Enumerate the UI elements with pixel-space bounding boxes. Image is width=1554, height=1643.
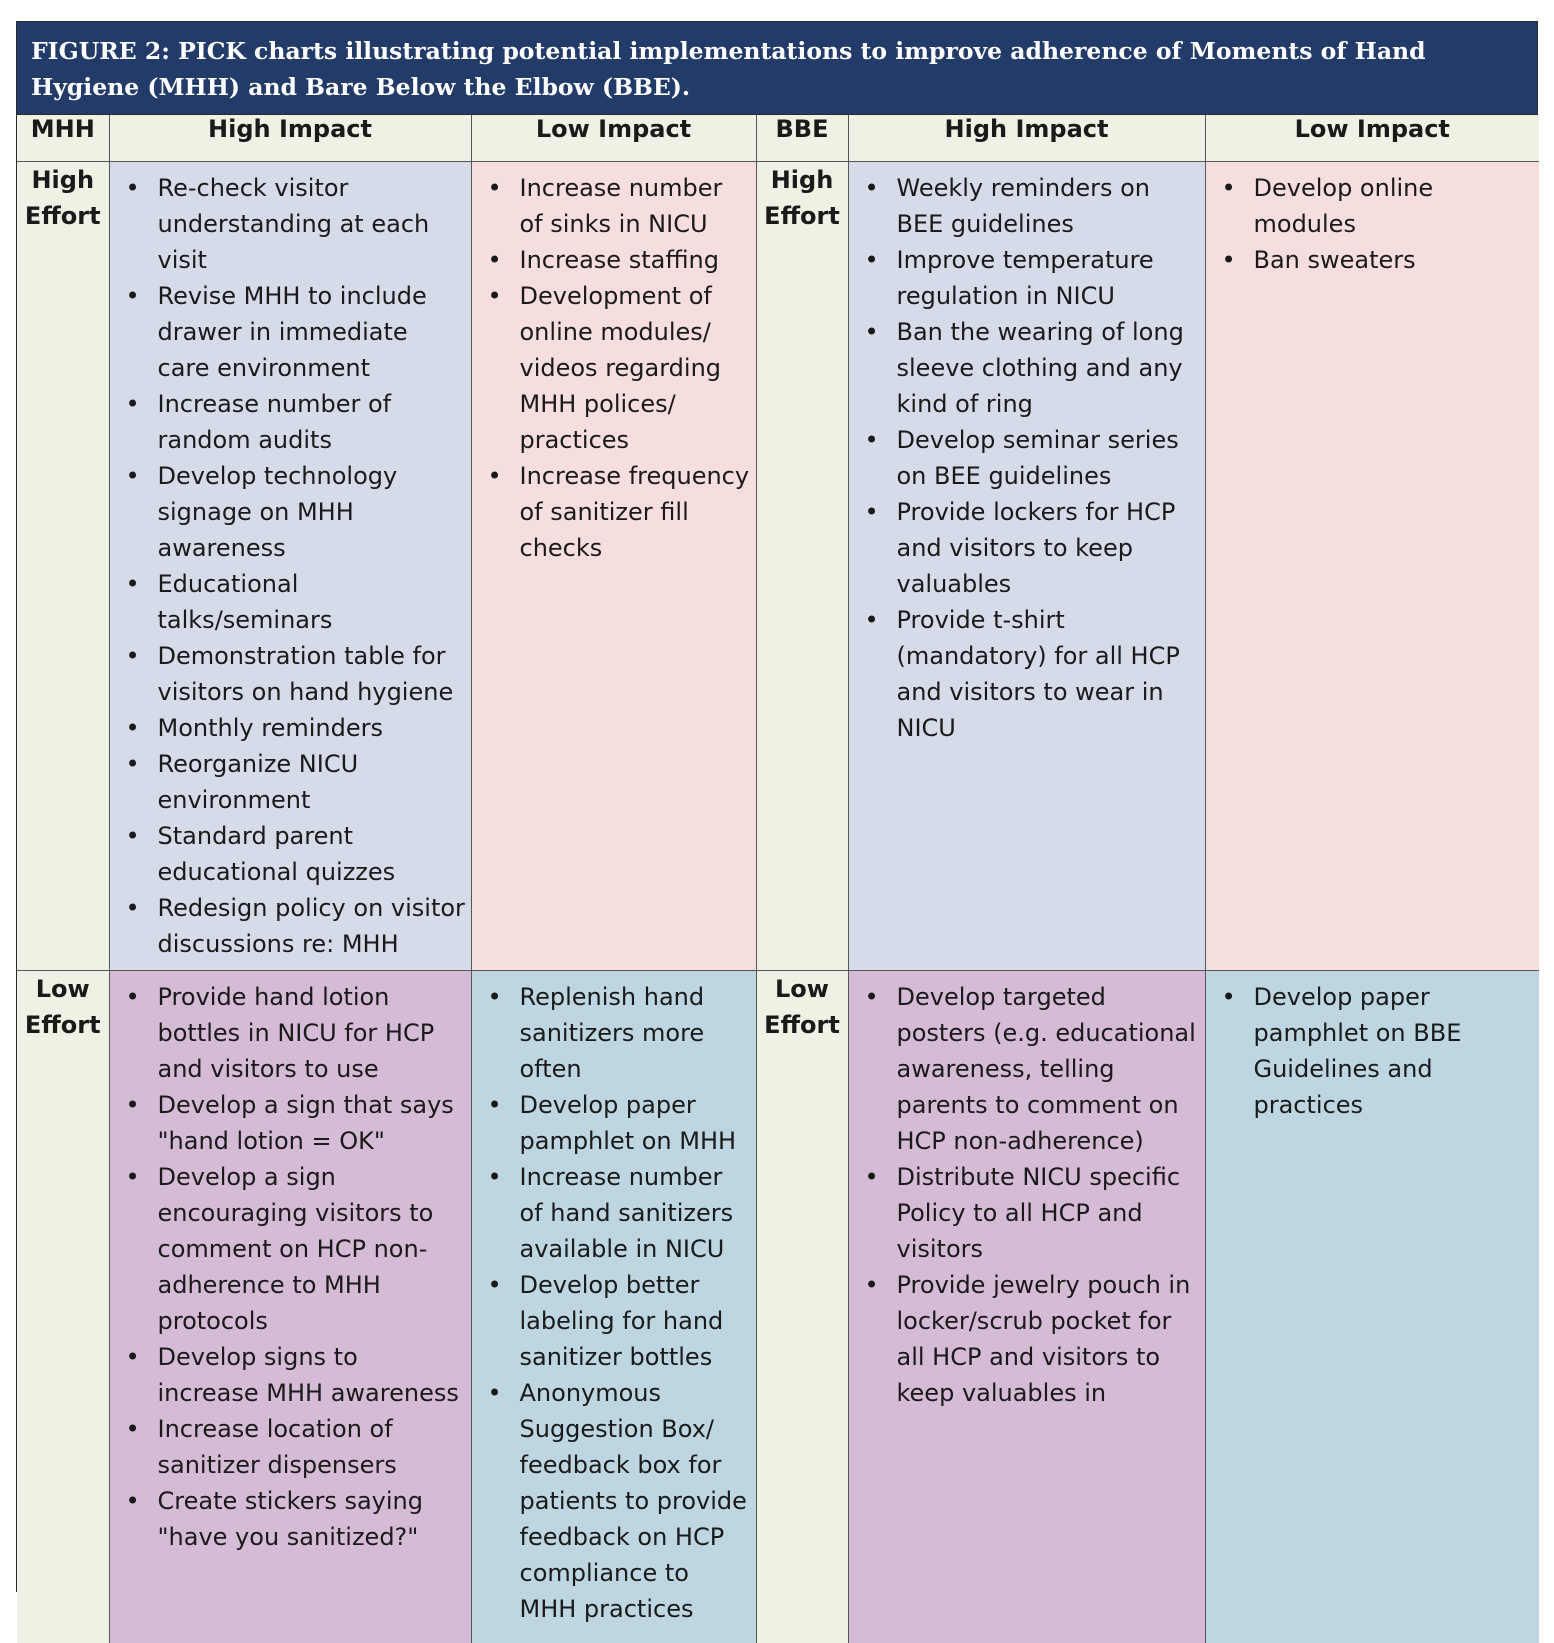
mhh-low-impact-header: Low Impact	[471, 115, 756, 162]
list-item: • Develop a sign that says "hand lotion = OK"	[110, 1087, 467, 1159]
bbe-high-effort-low-impact-cell	[1205, 162, 1539, 971]
row-label-line: Effort	[17, 198, 109, 234]
item-list	[849, 971, 1205, 1419]
list-item: • Increase location of sanitizer dispensers	[110, 1411, 467, 1483]
mhh-high-impact-header: High Impact	[109, 115, 471, 162]
list-item: • Develop signs to increase MHH awareness	[110, 1339, 467, 1411]
item-list	[849, 162, 1205, 754]
list-item: • Weekly reminders on BEE guidelines	[849, 170, 1201, 242]
list-item: • Improve temperature regulation in NICU	[849, 242, 1201, 314]
mhh-low-effort-label	[17, 971, 109, 1643]
list-item: • Increase number of random audits	[110, 386, 467, 458]
list-item: • Provide hand lotion bottles in NICU for HCP and visitors to use	[110, 979, 467, 1087]
list-item: • Develop paper pamphlet on MHH	[472, 1087, 752, 1159]
list-item: • Increase number of hand sanitizers available in NICU	[472, 1159, 752, 1267]
bbe-low-effort-high-impact-cell	[848, 971, 1205, 1643]
list-item: • Distribute NICU specific Policy to all HCP and visitors	[849, 1159, 1201, 1267]
list-item: • Create stickers saying "have you sanitized?"	[110, 1483, 467, 1555]
row-label-line: Low	[757, 971, 848, 1007]
list-item: • Develop targeted posters (e.g. educational awareness, telling parents to comment on HCP non-adherence)	[849, 979, 1201, 1159]
mhh-header: MHH	[17, 115, 109, 162]
low-effort-row	[17, 971, 1539, 1643]
header-row	[17, 115, 1539, 162]
bbe-header: BBE	[756, 115, 848, 162]
list-item: • Ban the wearing of long sleeve clothing and any kind of ring	[849, 314, 1201, 422]
list-item: • Anonymous Suggestion Box/ feedback box for patients to provide feedback on HCP compliance to MHH practices	[472, 1375, 752, 1627]
item-list	[110, 162, 471, 970]
bbe-high-impact-header: High Impact	[848, 115, 1205, 162]
list-item: • Ban sweaters	[1206, 242, 1536, 278]
bbe-low-impact-header: Low Impact	[1205, 115, 1539, 162]
list-item: • Replenish hand sanitizers more often	[472, 979, 752, 1087]
list-item: • Develop seminar series on BEE guidelines	[849, 422, 1201, 494]
list-item: • Increase staffing	[472, 242, 752, 278]
list-item: • Revise MHH to include drawer in immediate care environment	[110, 278, 467, 386]
list-item: • Increase frequency of sanitizer fill checks	[472, 458, 752, 566]
list-item: • Provide lockers for HCP and visitors to keep valuables	[849, 494, 1201, 602]
list-item: • Develop better labeling for hand sanitizer bottles	[472, 1267, 752, 1375]
figure-title: FIGURE 2: PICK charts illustrating potential implementations to improve adherence of Moments of Hand Hygiene (MHH) and Bare Below the Elbow (BBE).	[17, 22, 1537, 115]
item-list	[1206, 162, 1540, 286]
list-item: • Develop technology signage on MHH awareness	[110, 458, 467, 566]
row-label-line: Effort	[757, 1007, 848, 1043]
high-effort-row	[17, 162, 1539, 971]
pick-chart-figure	[16, 21, 1538, 1592]
row-label-line: Effort	[17, 1007, 109, 1043]
list-item: • Increase number of sinks in NICU	[472, 170, 752, 242]
list-item: • Educational talks/seminars	[110, 566, 467, 638]
row-label-line: High	[17, 162, 109, 198]
list-item: • Redesign policy on visitor discussions re: MHH	[110, 890, 467, 962]
list-item: • Develop paper pamphlet on BBE Guidelines and practices	[1206, 979, 1536, 1123]
mhh-high-effort-low-impact-cell	[471, 162, 756, 971]
bbe-low-effort-label	[756, 971, 848, 1643]
bbe-high-effort-high-impact-cell	[848, 162, 1205, 971]
row-label-line: Low	[17, 971, 109, 1007]
pick-chart-table	[17, 115, 1539, 1643]
list-item: • Re-check visitor understanding at each visit	[110, 170, 467, 278]
item-list	[472, 971, 756, 1635]
list-item: • Standard parent educational quizzes	[110, 818, 467, 890]
row-label-line: High	[757, 162, 848, 198]
list-item: • Develop online modules	[1206, 170, 1536, 242]
list-item: • Monthly reminders	[110, 710, 467, 746]
mhh-high-effort-label	[17, 162, 109, 971]
list-item: • Development of online modules/ videos regarding MHH polices/ practices	[472, 278, 752, 458]
mhh-low-effort-high-impact-cell	[109, 971, 471, 1643]
mhh-low-effort-low-impact-cell	[471, 971, 756, 1643]
bbe-high-effort-label	[756, 162, 848, 971]
list-item: • Develop a sign encouraging visitors to comment on HCP non-adherence to MHH protocols	[110, 1159, 467, 1339]
list-item: • Provide t-shirt (mandatory) for all HCP and visitors to wear in NICU	[849, 602, 1201, 746]
bbe-low-effort-low-impact-cell	[1205, 971, 1539, 1643]
item-list	[1206, 971, 1540, 1131]
mhh-high-effort-high-impact-cell	[109, 162, 471, 971]
list-item: • Provide jewelry pouch in locker/scrub pocket for all HCP and visitors to keep valuables in	[849, 1267, 1201, 1411]
list-item: • Demonstration table for visitors on hand hygiene	[110, 638, 467, 710]
row-label-line: Effort	[757, 198, 848, 234]
item-list	[472, 162, 756, 574]
item-list	[110, 971, 471, 1563]
list-item: • Reorganize NICU environment	[110, 746, 467, 818]
